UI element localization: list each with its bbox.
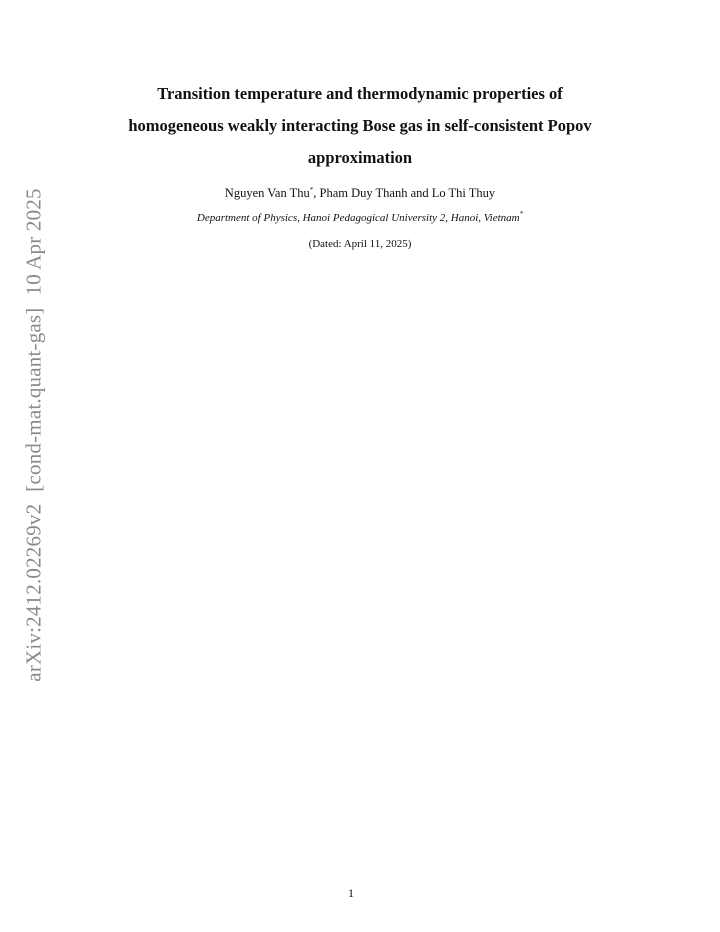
affiliation: [80, 212, 640, 224]
corresponding-author-mark: *: [309, 186, 314, 194]
dated-line: (Dated: April 11, 2025): [308, 238, 412, 250]
author-separator: ,: [313, 186, 320, 200]
affiliation-mark: *: [519, 210, 524, 218]
arxiv-date: 10 Apr 2025: [21, 188, 46, 296]
title-line-3: approximation: [307, 148, 413, 167]
author-coauthors: Pham Duy Thanh and Lo Thi Thuy: [319, 186, 496, 200]
author-primary: Nguyen Van Thu: [224, 186, 310, 200]
title-line-2: homogeneous weakly interacting Bose gas in self-consistent Popov: [128, 116, 592, 135]
affiliation-text: Department of Physics, Hanoi Pedagogical University 2, Hanoi, Vietnam: [196, 212, 520, 224]
title-line-1: Transition temperature and thermodynamic properties of: [157, 84, 563, 103]
author-list: [80, 186, 640, 201]
arxiv-category: [cond-mat.quant-gas]: [21, 307, 46, 492]
page-number: 1: [348, 886, 354, 900]
arxiv-identifier: arXiv:2412.02269v2: [21, 503, 46, 682]
arxiv-stamp: [22, 188, 47, 681]
paper-title: [80, 78, 640, 174]
